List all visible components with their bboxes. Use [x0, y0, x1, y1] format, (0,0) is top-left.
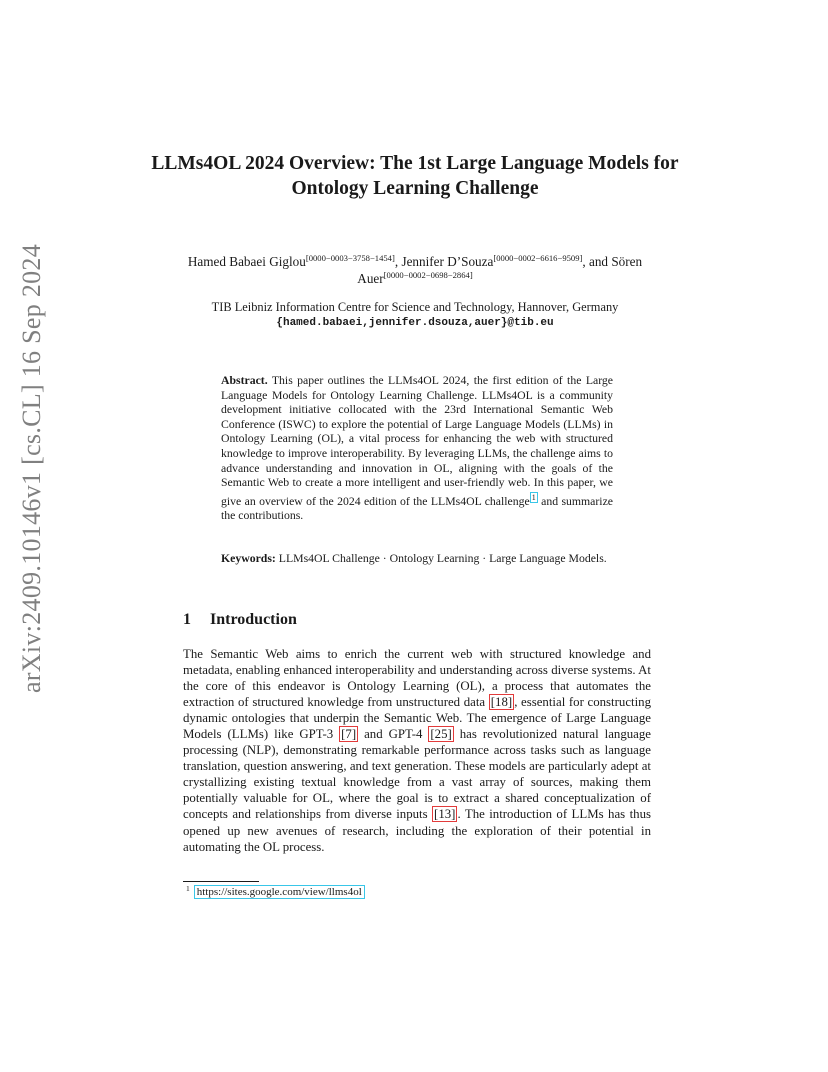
keywords-text: LLMs4OL Challenge · Ontology Learning · Large Language Models. — [278, 552, 607, 565]
abstract-text-end: and summarize the contributions. — [221, 494, 614, 523]
intro-paragraph — [183, 646, 651, 855]
keywords-label: Keywords: — [221, 552, 276, 565]
author-name: Jennifer D’Souza — [401, 254, 494, 269]
orcid-id[interactable]: [0000−0003−3758−1454] — [305, 253, 395, 263]
body-text: , essential for constructing dynamic ontologies that underpin the Semantic Web. The emergence of Large Language Models (LLMs) like GPT-3 — [183, 695, 651, 742]
author-list: Hamed Babaei Giglou[0000−0003−3758−1454], Jennifer D’Souza[0000−0002−6616−9509], and Sören Auer[0000−0002−0698−2864] — [187, 253, 643, 286]
body-text: and GPT-4 — [358, 727, 429, 742]
section-title: Introduction — [210, 611, 297, 628]
arxiv-identifier-stamp[interactable]: arXiv:2409.10146v1 [cs.CL] 16 Sep 2024 — [17, 243, 46, 693]
affiliation — [150, 300, 680, 331]
abstract — [221, 374, 613, 524]
orcid-id[interactable]: [0000−0002−6616−9509] — [493, 253, 583, 263]
citation-link[interactable]: [13] — [434, 807, 456, 822]
abstract-label: Abstract. — [221, 374, 268, 387]
author-emails[interactable]: {hamed.babaei,jennifer.dsouza,auer}@tib.eu — [276, 316, 554, 329]
footnote-link[interactable]: 1 — [531, 492, 536, 502]
institution: TIB Leibniz Information Centre for Science and Technology, Hannover, Germany — [211, 300, 619, 314]
body-text: The Semantic Web aims to enrich the current web with structured knowledge and metadata, enabling enhanced interoperability and understanding across diverse systems. At the core of this endeavor is Ontology Learning (OL), a process that automates the extraction of structured knowledge from unstructured data — [183, 647, 651, 710]
footnote-url-link[interactable]: https://sites.google.com/view/llms4ol — [194, 885, 365, 899]
body-text: . The introduction of LLMs has thus opened up new avenues of research, including the exploration of their potential in automating the OL process. — [183, 807, 651, 854]
keywords — [221, 552, 613, 567]
footnote-mark: 1 — [186, 884, 190, 893]
paper-title: LLMs4OL 2024 Overview: The 1st Large Language Models for Ontology Learning Challenge — [151, 153, 679, 199]
section-number: 1 — [183, 611, 191, 628]
citation-link[interactable]: [7] — [341, 727, 357, 742]
author-name: Hamed Babaei Giglou — [187, 254, 306, 269]
citation-link[interactable]: [25] — [430, 727, 452, 742]
orcid-id[interactable]: [0000−0002−0698−2864] — [383, 270, 473, 280]
footnote-rule — [183, 881, 259, 882]
body-text: has revolutionized natural language processing (NLP), demonstrating remarkable performance across tasks such as language translation, question answering, and text generation. These models are particularly adept at crystallizing existing textual knowledge from a vast array of sources, making them potentially valuable for OL, where the goal is to extract a shared conceptualization of concepts and relationships from diverse inputs — [183, 727, 651, 822]
section-heading — [183, 610, 297, 630]
author-name: Sören Auer — [357, 254, 643, 286]
footnote — [186, 885, 365, 899]
abstract-text: This paper outlines the LLMs4OL 2024, the first edition of the Large Language Models for Ontology Learning Challenge. LLMs4OL is a community development initiative collocated with the 23rd International Semantic Web Conference (ISWC) to explore the potential of Large Language Models (LLMs) in Ontology Learning (OL), a vital process for enhancing the web with structured knowledge to improve interoperability. By leveraging LLMs, the challenge aims to advance understanding and innovation in OL, aligning with the goals of the Semantic Web to create a more intelligent and user-friendly web. In this paper, we give an overview of the 2024 edition of the LLMs4OL challenge — [221, 374, 614, 508]
citation-link[interactable]: [18] — [490, 695, 513, 710]
